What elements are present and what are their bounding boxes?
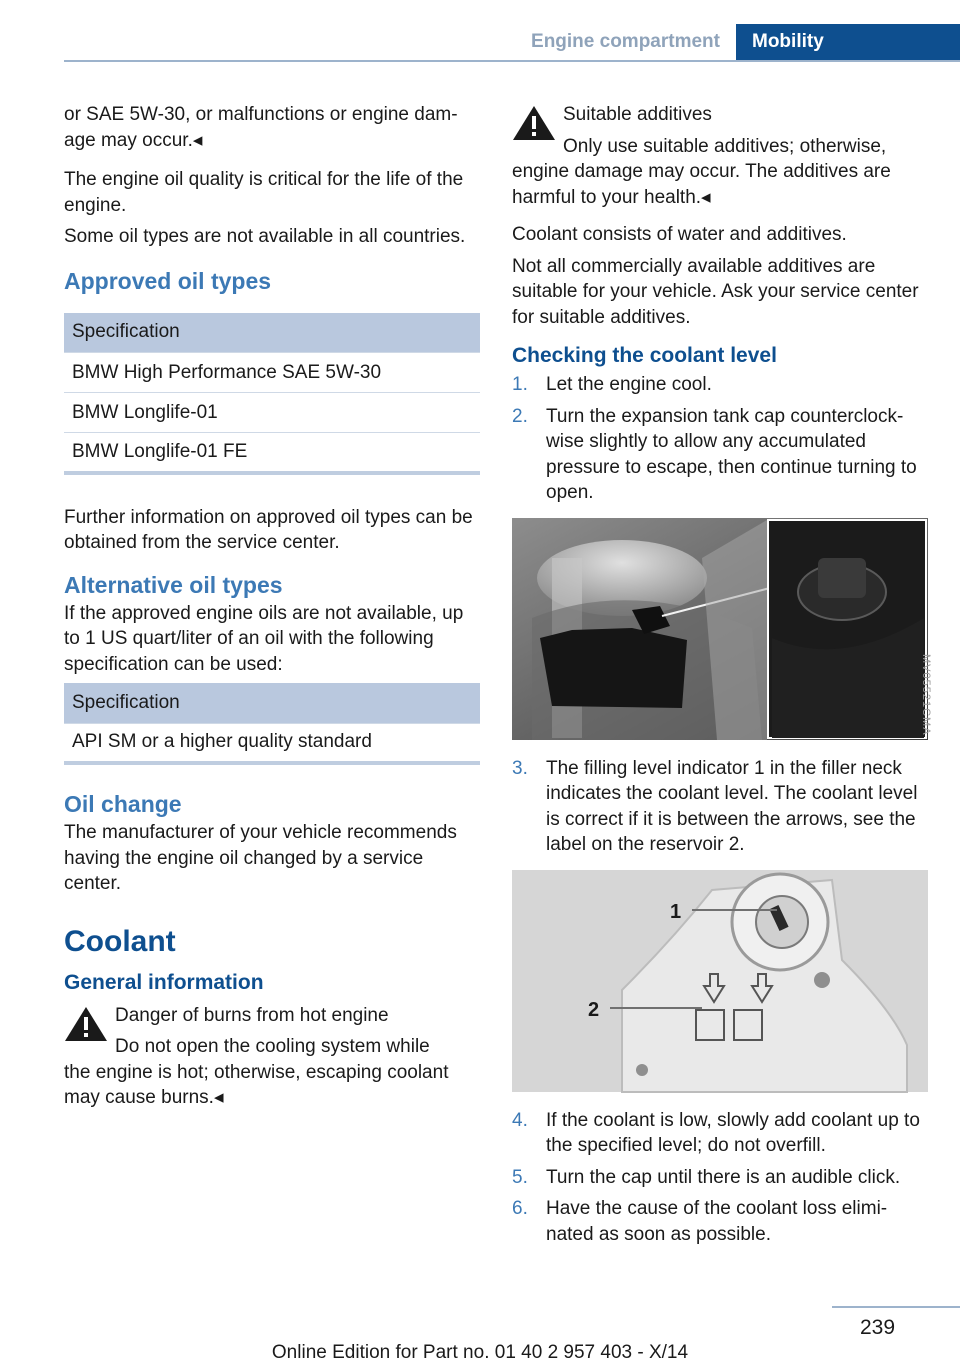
paragraph: Some oil types are not available in all countries. (64, 226, 466, 247)
right-column (512, 102, 932, 1253)
coolant-steps-list (512, 372, 928, 506)
list-item: 6. Have the cause of the coolant loss eliminated as soon as possible. (512, 1198, 888, 1245)
list-item: 3. The filling level indicator 1 in the filler neck indicates the coolant level. The coolant level is correct if it is between the arrows, see the label on the reservoir 2. (512, 757, 918, 855)
header-section-title: Engine compartment (531, 31, 720, 52)
footer-edition: Online Edition for Part no. 01 40 2 957 403 - X/14 (271, 1342, 689, 1363)
section-heading-checking-coolant: Checking the coolant level (512, 344, 777, 367)
warning-text: Do not open the cooling system while (115, 1036, 430, 1057)
section-heading-general-info: General information (64, 970, 264, 994)
alternative-oil-table (64, 683, 480, 765)
warning-triangle-icon (64, 1005, 108, 1043)
chapter-heading-coolant: Coolant (64, 924, 176, 958)
label-one: 1 (670, 900, 682, 923)
engine-bay-illustration (512, 518, 928, 740)
warning-additives (512, 102, 928, 210)
warning-text-continued: the engine is hot; otherwise, escaping coolant may cause burns.◂ (64, 1061, 449, 1108)
reservoir-diagram (512, 870, 928, 1092)
table-row (64, 393, 480, 433)
table-row (64, 723, 480, 763)
paragraph: or SAE 5W-30, or malfunctions or engine damage may occur.◂ (64, 104, 458, 151)
table-cell: BMW High Performance SAE 5W-30 (64, 353, 480, 393)
table-header: Specification (64, 313, 480, 353)
reservoir-illustration (512, 870, 928, 1092)
warning-text-continued: engine damage may occur. The additives are harmful to your health.◂ (512, 161, 891, 208)
table-cell: API SM or a higher quality standard (64, 723, 480, 763)
paragraph: Not all commercially available additives are suitable for your vehicle. Ask your service center for suitable additives. (512, 255, 919, 328)
paragraph: The engine oil quality is critical for the life of the engine. (64, 169, 464, 216)
page-header (64, 24, 960, 62)
approved-oil-table (64, 313, 480, 475)
paragraph: If the approved engine oils are not available, up to 1 US quart/liter of an oil with the following specification can be used: (64, 602, 464, 675)
section-heading-oil-change: Oil change (64, 791, 182, 817)
list-item: 4. If the coolant is low, slowly add coolant up to the specified level; do not overfill. (512, 1109, 920, 1156)
warning-title: Danger of burns from hot engine (115, 1004, 389, 1026)
warning-triangle-icon (512, 104, 556, 142)
table-cell: BMW Longlife-01 (64, 393, 480, 433)
warning-burns (64, 1003, 480, 1111)
list-item: 2. Turn the expansion tank cap counterclockwise slightly to allow any accumulated pressure to escape, then continue turning to open. (512, 405, 917, 503)
engine-bay-photo (512, 518, 932, 740)
section-heading-alternative-oil: Alternative oil types (64, 571, 283, 598)
coolant-steps-list-continued (512, 756, 928, 858)
table-row (64, 353, 480, 393)
table-header: Specification (64, 683, 480, 723)
paragraph: Coolant consists of water and additives. (512, 224, 847, 245)
label-two: 2 (588, 998, 600, 1021)
coolant-steps-list-final (512, 1108, 928, 1248)
section-heading-approved-oil: Approved oil types (64, 267, 272, 294)
header-chapter-tab: Mobility (736, 24, 960, 60)
paragraph: Further information on approved oil types can be obtained from the service center. (64, 506, 473, 553)
left-column (64, 102, 480, 1111)
table-row (64, 433, 480, 473)
page-number: 239 (860, 1316, 896, 1339)
footer-rule (832, 1306, 960, 1308)
list-item: 1. Let the engine cool. (512, 374, 712, 395)
table-cell: BMW Longlife-01 FE (64, 433, 480, 473)
list-item: 5. Turn the cap until there is an audible click. (512, 1166, 901, 1188)
paragraph: The manufacturer of your vehicle recommends having the engine oil changed by a service center. (64, 822, 457, 894)
warning-text: Only use suitable additives; otherwise, (563, 135, 887, 157)
warning-title: Suitable additives (563, 104, 712, 125)
figure-code: MV05521CMA (920, 653, 932, 736)
